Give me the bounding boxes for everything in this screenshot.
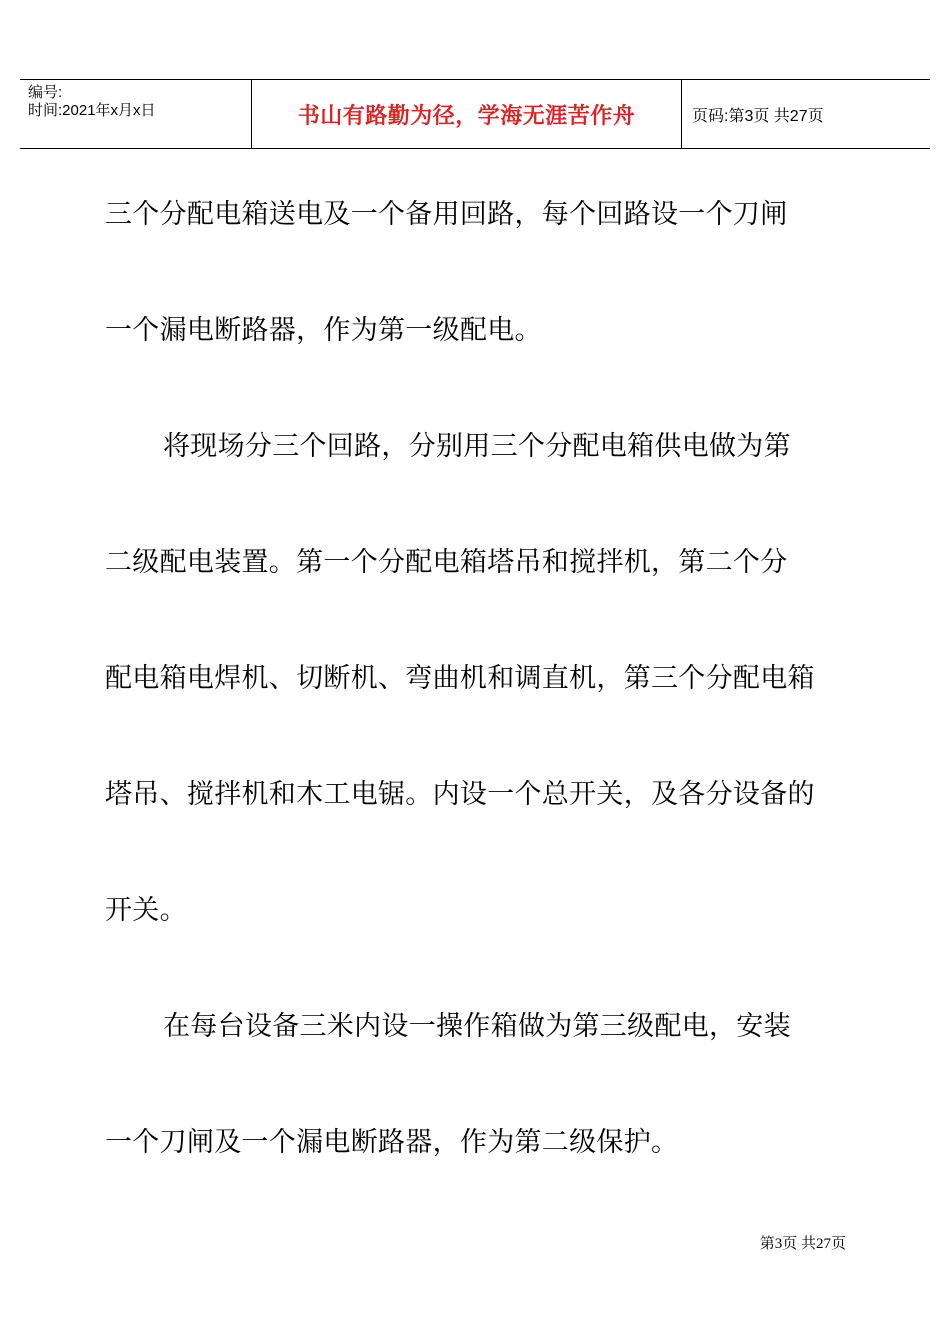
body-line: 在每台设备三米内设一操作箱做为第三级配电，安装	[163, 1011, 791, 1042]
document-number-label: 编号:	[28, 84, 63, 101]
body-line: 开关。	[105, 895, 187, 926]
header-motto-cell	[252, 80, 682, 148]
header-page-cell	[682, 80, 930, 148]
body-line: 配电箱电焊机、切断机、弯曲机和调直机，第三个分配电箱	[105, 663, 815, 694]
body-line: 二级配电装置。第一个分配电箱塔吊和搅拌机，第二个分	[105, 547, 788, 578]
header-meta-cell	[20, 80, 252, 148]
page-footer: 第3页 共27页	[759, 1236, 846, 1252]
header-motto: 书山有路勤为径，学海无涯苦作舟	[297, 103, 636, 129]
body-line: 三个分配电箱送电及一个备用回路，每个回路设一个刀闸	[105, 199, 788, 230]
body-line: 将现场分三个回路，分别用三个分配电箱供电做为第	[163, 431, 791, 462]
header-page-label: 页码:第3页 共27页	[692, 107, 824, 125]
document-body	[105, 150, 850, 1194]
body-line: 一个漏电断路器，作为第一级配电。	[105, 315, 542, 346]
body-line: 一个刀闸及一个漏电断路器，作为第二级保护。	[105, 1127, 679, 1158]
body-line: 塔吊、搅拌机和木工电锯。内设一个总开关，及各分设备的	[105, 779, 815, 810]
document-header	[20, 79, 930, 149]
document-time-label: 时间:2021年x月x日	[28, 102, 156, 119]
